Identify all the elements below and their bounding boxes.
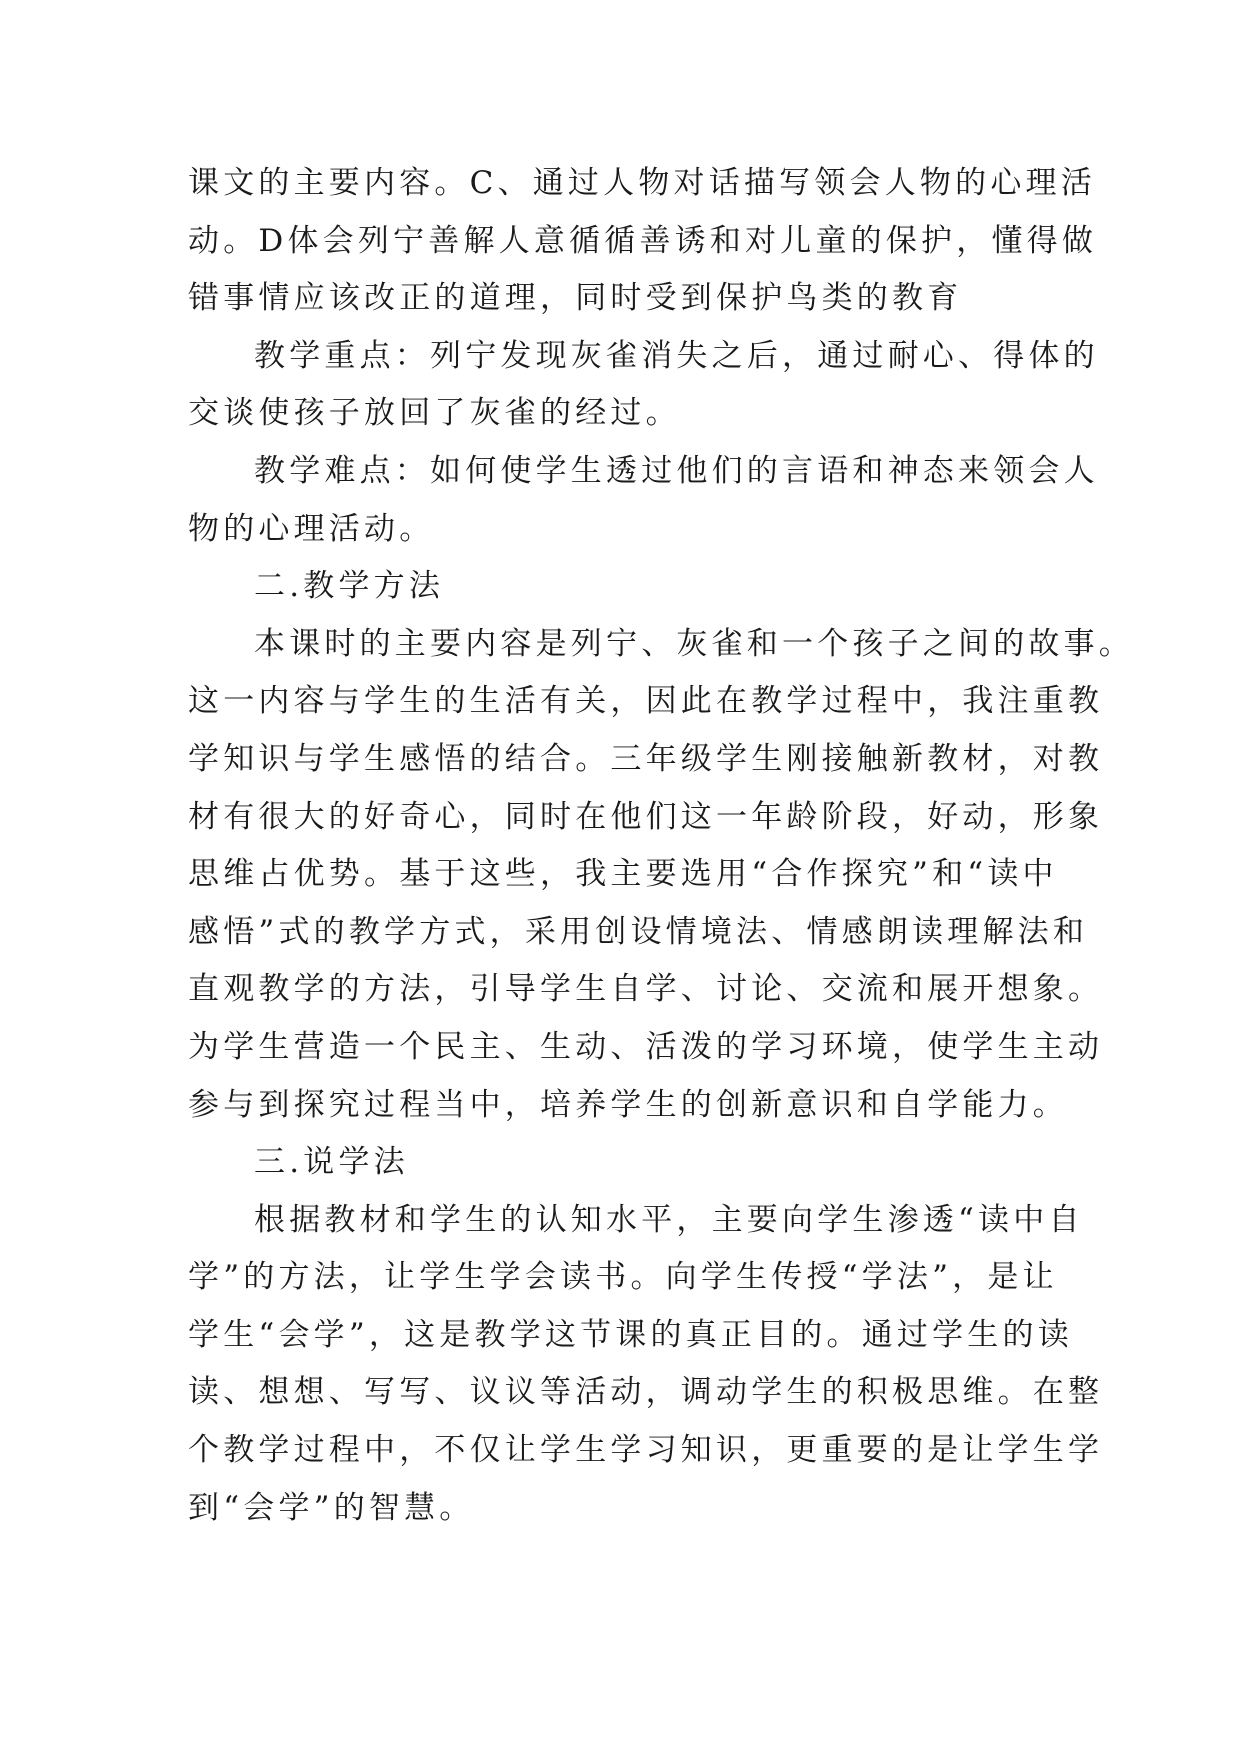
document-body bbox=[188, 155, 1134, 1537]
text-line: 思维占优势。基于这些，我主要选用“合作探究”和“读中 bbox=[188, 856, 1058, 893]
text-line: 错事情应该改正的道理，同时受到保护鸟类的教育 bbox=[188, 280, 963, 317]
text-line: 交谈使孩子放回了灰雀的经过。 bbox=[188, 395, 681, 432]
text-line: 个教学过程中，不仅让学生学习知识，更重要的是让学生学 bbox=[188, 1432, 1104, 1469]
text-line: 学生“会学”，这是教学这节课的真正目的。通过学生的读 bbox=[188, 1316, 1073, 1353]
text-line: 课文的主要内容。C、通过人物对话描写领会人物的心理活 bbox=[188, 165, 1096, 201]
text-line: 学知识与学生感悟的结合。三年级学生刚接触新教材，对教 bbox=[188, 740, 1104, 777]
section-heading-teaching-method: 二.教学方法 bbox=[254, 568, 445, 605]
text-line: 根据教材和学生的认知水平，主要向学生渗透“读中自 bbox=[254, 1201, 1084, 1238]
text-line: 学”的方法，让学生学会读书。向学生传授“学法”，是让 bbox=[188, 1259, 1058, 1296]
text-line: 到“会学”的智慧。 bbox=[188, 1489, 475, 1526]
teaching-difficulty-line: 教学难点：如何使学生透过他们的言语和神态来领会人 bbox=[254, 452, 1099, 489]
text-line: 感悟”式的教学方式，采用创设情境法、情感朗读理解法和 bbox=[188, 913, 1089, 950]
text-line: 为学生营造一个民主、生动、活泼的学习环境，使学生主动 bbox=[188, 1028, 1104, 1065]
teaching-focus-line: 教学重点：列宁发现灰雀消失之后，通过耐心、得体的 bbox=[254, 337, 1099, 374]
text-line: 本课时的主要内容是列宁、灰雀和一个孩子之间的故事。 bbox=[254, 625, 1134, 662]
text-line: 这一内容与学生的生活有关，因此在教学过程中，我注重教 bbox=[188, 683, 1104, 720]
text-line: 直观教学的方法，引导学生自学、讨论、交流和展开想象。 bbox=[188, 971, 1104, 1008]
text-line: 材有很大的好奇心，同时在他们这一年龄阶段，好动，形象 bbox=[188, 798, 1104, 835]
text-line: 物的心理活动。 bbox=[188, 510, 435, 547]
text-line: 参与到探究过程当中，培养学生的创新意识和自学能力。 bbox=[188, 1086, 1068, 1123]
section-heading-learning-method: 三.说学法 bbox=[254, 1144, 409, 1181]
text-line: 动。D体会列宁善解人意循循善诱和对儿童的保护，懂得做 bbox=[188, 222, 1098, 259]
text-line: 读、想想、写写、议议等活动，调动学生的积极思维。在整 bbox=[188, 1374, 1104, 1411]
